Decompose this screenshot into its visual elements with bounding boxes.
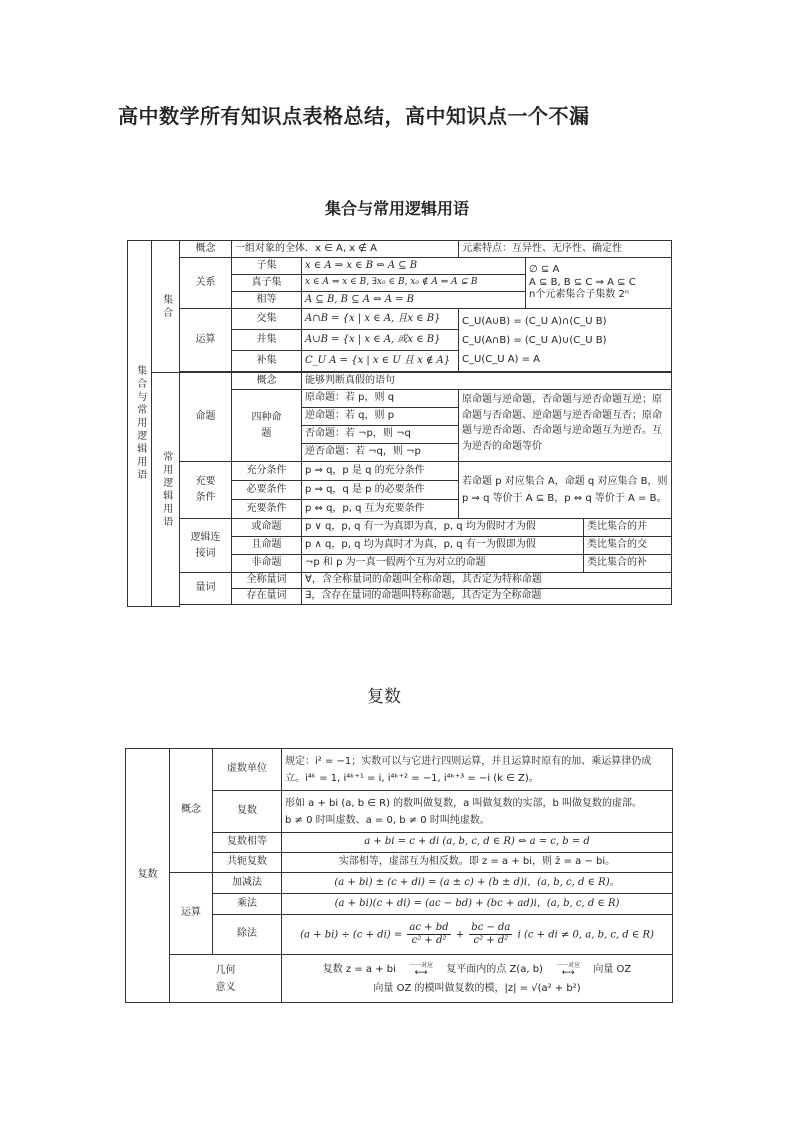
geometry-label: 几何意义 [170,955,282,1003]
relation-formula: A ⊆ B, B ⊆ A ⇔ A = B [302,292,526,309]
operation-name: 除法 [213,915,282,955]
division-formula: (a + bi) ÷ (c + di) = $\frac{ac + bd}{\text{c² + d²}}$ + $\frac{bc - da}{\text{c² + d²}}$ i (c + di ≠ 0, a, b, c, d ∈ R) [282,915,673,955]
relations-notes: ∅ ⊆ A A ⊆ B, B ⊆ C ⇒ A ⊆ C n个元素集合子集数 2ⁿ [526,258,672,309]
operation-formula: A∪B = {x | x ∈ A, 或x ∈ B} [302,330,459,351]
bijection-arrow-icon: 一一对应 ⟷ [409,961,434,978]
four-prop-row: 否命题：若 ¬p，则 ¬q [302,426,459,444]
connectives-label: 逻辑连接词 [180,519,232,573]
four-prop-row: 逆否命题：若 ¬q，则 ¬p [302,444,459,462]
concept-name: 复数 [213,791,282,833]
complex-operations-label: 运算 [170,873,213,955]
relation-name: 相等 [232,292,302,309]
connective-analog: 类比集合的交 [584,537,672,555]
quantifier-desc: ∀，含全称量词的命题叫全称命题，其否定为特称命题 [302,573,672,589]
relations-label: 关系 [180,258,232,309]
operation-desc: (a + bi)(c + di) = (ac − bd) + (bc + ad)i，(a, b, c, d ∈ R) [282,894,673,915]
bijection-arrow-icon: 一一对应 ⟷ [556,961,581,978]
logic-label: 常用逻辑用语 [152,373,180,607]
connective-analog: 类比集合的并 [584,519,672,537]
quantifier-desc: ∃，含存在量词的命题叫特称命题，其否定为全称命题 [302,589,672,605]
connective-name: 且命题 [232,537,302,555]
complex-label: 复数 [126,749,170,1003]
condition-desc: p ⇒ q，q 是 p 的必要条件 [302,481,459,500]
relation-formula: x ∈ A ⇒ x ∈ B ⇔ A ⊆ B [302,258,526,275]
four-prop-row: 原命题：若 p，则 q [302,390,459,408]
complex-concept-label: 概念 [170,749,213,873]
section-heading-complex: 复数 [367,687,401,707]
proposition-concept-label: 概念 [232,373,302,390]
concept-name: 虚数单位 [213,749,282,791]
operations-notes: C_U(A∪B) = (C_U A)∩(C_U B) C_U(A∩B) = (C_U A)∪(C_U B) C_U(C_U A) = A [459,309,672,372]
four-propositions-note: 原命题与逆命题，否命题与逆否命题互逆；原命题与否命题、逆命题与逆否命题互否；原命题与逆否命题、否命题与逆命题互为逆否。互为逆否的命题等价 [459,390,672,462]
set-label: 集合 [152,241,180,373]
concept-name: 复数相等 [213,833,282,853]
conditions-note: 若命题 p 对应集合 A，命题 q 对应集合 B，则 p ⇒ q 等价于 A ⊆ B，p ⇔ q 等价于 A = B。 [459,462,672,519]
set-concept-features: 元素特点：互异性、无序性、确定性 [459,241,672,258]
proposition-label: 命题 [180,373,232,462]
quantifiers-label: 量词 [180,573,232,605]
concept-desc: 规定：i² = −1；实数可以与它进行四则运算，并且运算时原有的加、乘运算律仍成 立。i⁴ᵏ = 1, i⁴ᵏ⁺¹ = i, i⁴ᵏ⁺² = −1, i⁴ᵏ⁺³ = −i (k ∈ Z)。 [282,749,673,791]
operation-formula: A∩B = {x | x ∈ A, 且x ∈ B} [302,309,459,330]
four-prop-row: 逆命题：若 q，则 p [302,408,459,426]
operation-name: 交集 [232,309,302,330]
relation-name: 子集 [232,258,302,275]
operation-formula: C_U A = {x | x ∈ U 且 x ∉ A} [302,351,459,372]
condition-desc: p ⇒ q，p 是 q 的充分条件 [302,462,459,481]
table1-category: 集合与常用逻辑用语 [128,241,152,607]
relation-formula: x ∈ A ⇒ x ∈ B, ∃x₀ ∈ B, x₀ ∉ A ⇔ A ⊊ B [302,275,526,292]
set-concept-desc: 一组对象的全体．x ∈ A, x ∉ A [232,241,459,258]
proposition-concept-desc: 能够判断真假的语句 [302,373,672,390]
operations-label: 运算 [180,309,232,372]
complex-numbers-table [125,748,673,1003]
relation-name: 真子集 [232,275,302,292]
condition-name: 充分条件 [232,462,302,481]
connective-desc: ¬p 和 p 为一真一假两个互为对立的命题 [302,555,584,573]
geometry-desc: 复数 z = a + bi 一一对应 ⟷ 复平面内的点 Z(a, b) 一一对应 ⟷ 向量 OZ 向量 OZ 的模叫做复数的模，|z| = √(a² + b²) [282,955,673,1003]
connective-desc: p ∨ q，p, q 有一为真即为真，p, q 均为假时才为假 [302,519,584,537]
condition-name: 充要条件 [232,500,302,519]
connective-name: 或命题 [232,519,302,537]
four-propositions-label: 四种命题 [232,390,302,462]
concept-desc: 实部相等，虚部互为相反数。即 z = a + bi，则 z̄ = a − bi。 [282,853,673,873]
operation-desc: (a + bi) ± (c + di) = (a ± c) + (b ± d)i，(a, b, c, d ∈ R)。 [282,873,673,894]
page-title: 高中数学所有知识点表格总结，高中知识点一个不漏 [118,104,590,128]
concept-desc: a + bi = c + di (a, b, c, d ∈ R) ⇔ a = c, b = d [282,833,673,853]
set-concept-label: 概念 [180,241,232,258]
concept-name: 共轭复数 [213,853,282,873]
operation-name: 并集 [232,330,302,351]
section-heading-sets-logic: 集合与常用逻辑用语 [324,199,469,218]
operation-name: 补集 [232,351,302,372]
connective-desc: p ∧ q，p, q 均为真时才为真，p, q 有一为假即为假 [302,537,584,555]
operation-name: 加减法 [213,873,282,894]
quantifier-name: 存在量词 [232,589,302,605]
conditions-label: 充要条件 [180,462,232,519]
operation-name: 乘法 [213,894,282,915]
quantifier-name: 全称量词 [232,573,302,589]
condition-desc: p ⇔ q，p, q 互为充要条件 [302,500,459,519]
connective-analog: 类比集合的补 [584,555,672,573]
connective-name: 非命题 [232,555,302,573]
condition-name: 必要条件 [232,481,302,500]
sets-logic-table [127,240,672,607]
concept-desc: 形如 a + bi (a, b ∈ R) 的数叫做复数，a 叫做复数的实部，b 叫做复数的虚部。 b ≠ 0 时叫虚数、a = 0, b ≠ 0 时叫纯虚数。 [282,791,673,833]
